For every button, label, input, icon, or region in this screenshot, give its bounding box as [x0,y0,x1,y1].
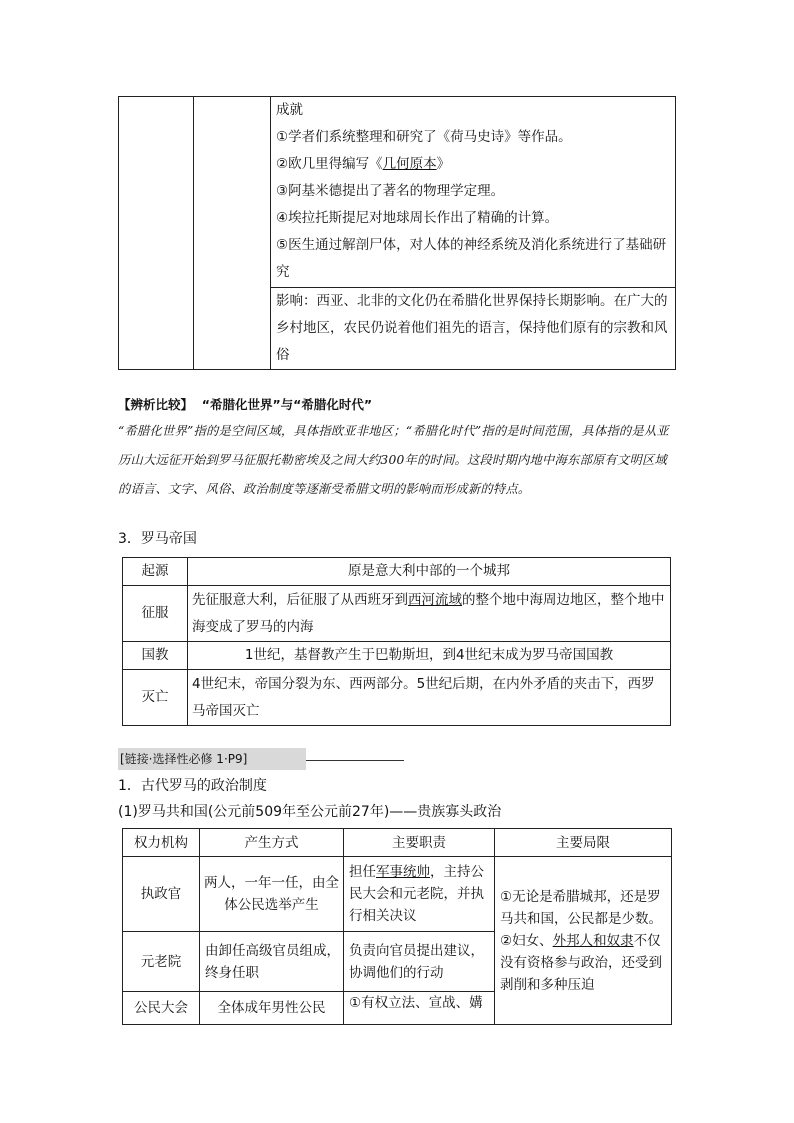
method-cell: 全体成年男性公民 [200,992,344,1025]
analysis-label: 【辨析比较】 [118,397,194,412]
limits-cell [495,857,672,1025]
textbook-link-label: [链接·选择性必修 1·P9] [118,748,306,770]
header-cell: 主要职责 [344,829,495,857]
achievement-item: ①学者们系统整理和研究了《荷马史诗》等作品。 [276,129,572,145]
achievements-cell [271,97,676,288]
roman-republic-table [122,828,672,1025]
duty-cell: 负责向官员提出建议，协调他们的行动 [344,932,495,992]
achievements-heading: 成就 [276,102,303,118]
org-cell: 执政官 [123,857,200,932]
duty-cell: 担任军事统帅，主持公民大会和元老院，并执行相关决议 [344,857,495,932]
header-cell: 权力机构 [123,829,200,857]
org-cell: 公民大会 [123,992,200,1025]
limit-item: ①无论是希腊城邦，还是罗马共和国，公民都是少数。 [500,888,662,927]
row-content: 原是意大利中部的一个城邦 [188,558,671,586]
section-heading-politics: 1．古代罗马的政治制度 [118,778,267,794]
analysis-title: “希腊化世界”与“希腊化时代” [201,397,373,412]
section-heading-roman-empire: 3．罗马帝国 [118,531,197,547]
method-cell: 由卸任高级官员组成，终身任职 [200,932,344,992]
row-content: 1世纪，基督教产生于巴勒斯坦，到4世纪末成为罗马帝国国教 [188,642,671,670]
subsection-heading-republic: (1)罗马共和国(公元前509年至公元前27年)——贵族寡头政治 [118,804,502,820]
header-cell: 主要局限 [495,829,672,857]
row-content: 先征服意大利，后征服了从西班牙到西河流域的整个地中海周边地区，整个地中海变成了罗马的内海 [188,586,671,642]
achievement-item: ③阿基米德提出了著名的物理学定理。 [276,183,505,199]
row-label: 起源 [123,558,188,586]
table1-empty-cell-1 [119,97,194,370]
influence-cell: 影响：西亚、北非的文化仍在希腊化世界保持长期影响。在广大的乡村地区，农民仍说着他们祖先的语言，保持他们原有的宗教和风俗 [271,288,676,370]
row-content: 4世纪末，帝国分裂为东、西两部分。5世纪后期，在内外矛盾的夹击下，西罗马帝国灭亡 [188,670,671,726]
achievement-item: ②欧几里得编写《几何原本》 [276,156,451,172]
limit-item: ②妇女、外邦人和奴隶不仅没有资格参与政治，还受到剥削和多种压迫 [500,932,662,993]
link-divider-line [306,760,404,761]
header-cell: 产生方式 [200,829,344,857]
row-label: 灭亡 [123,670,188,726]
analysis-heading [118,395,678,415]
hellenistic-table [118,96,676,370]
analysis-block [118,395,678,504]
table1-empty-cell-2 [194,97,271,370]
achievement-item: ④埃拉托斯提尼对地球周长作出了精确的计算。 [276,210,559,226]
duty-cell: ①有权立法、宣战、媾 [344,992,495,1025]
achievement-item: ⑤医生通过解剖尸体，对人体的神经系统及消化系统进行了基础研究 [276,237,667,280]
method-cell: 两人，一年一任，由全体公民选举产生 [200,857,344,932]
roman-empire-table [122,557,671,726]
row-label: 国教 [123,642,188,670]
row-label: 征服 [123,586,188,642]
analysis-body: “希腊化世界”指的是空间区域，具体指欧亚非地区；“希腊化时代”指的是时间范围，具体指的是从亚历山大远征开始到罗马征服托勒密埃及之间大约300年的时间。这段时期内地中海东部原有文明区域的语言、文字、风俗、政治制度等逐渐受希腊文明的影响而形成新的特点。 [118,424,669,496]
org-cell: 元老院 [123,932,200,992]
